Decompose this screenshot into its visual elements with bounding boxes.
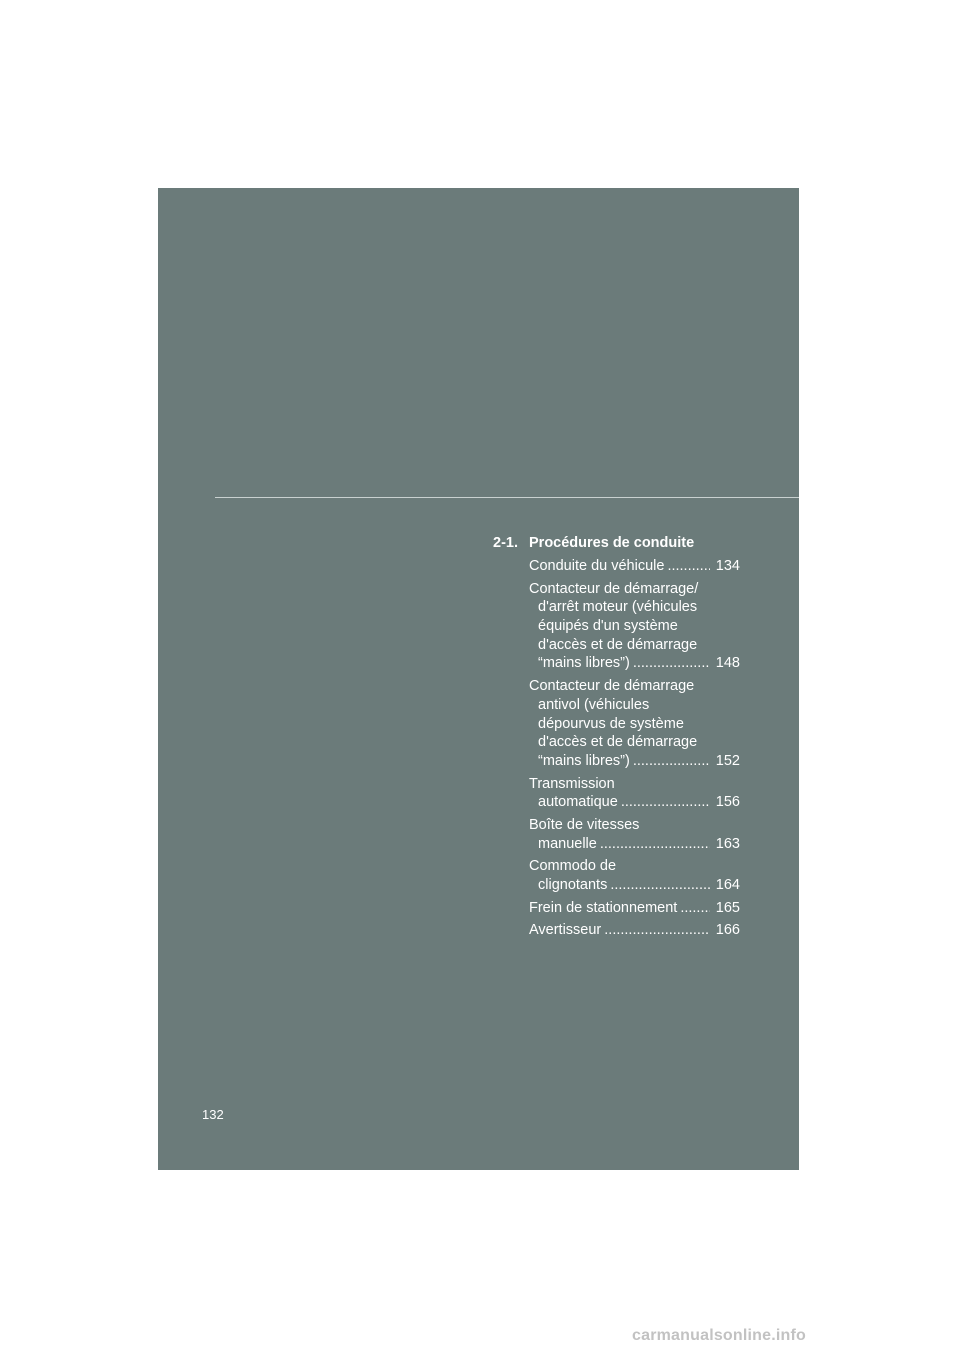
section-number: 2-1. [493,535,518,551]
toc-entry-text: automatique [538,794,618,811]
toc-entry-text: Boîte de vitesses [529,816,640,833]
dot-leader [630,654,710,673]
toc-entry-line [529,921,740,940]
toc-section [493,534,753,944]
dot-leader [597,835,710,854]
toc-entry-text: Contacteur de démarrage/ [529,580,699,597]
toc-entry-line [529,793,740,812]
toc-entry[interactable] [529,899,740,918]
toc-page-ref: 134 [715,558,740,574]
toc-entry-text: Commodo de [529,858,617,875]
toc-entry[interactable] [529,775,740,812]
toc-entry-line [529,598,740,617]
toc-entry-text: “mains libres”) [538,752,630,769]
toc-entry-line [529,696,740,715]
divider-line [215,497,799,498]
toc-page-ref: 164 [715,877,740,893]
toc-entry-line [529,557,740,576]
toc-entry[interactable] [529,677,740,770]
toc-page-ref: 165 [715,899,740,916]
toc-entry-text: Frein de stationnement [529,899,678,916]
toc-entry-text: d'accès et de démarrage [538,636,698,653]
toc-entry-line [529,816,740,835]
toc-entry-line [529,899,740,918]
dot-leader [618,793,710,812]
toc-entry-line [529,580,740,599]
toc-entry-text: manuelle [538,835,597,852]
toc-page-ref: 148 [715,655,740,672]
dot-leader [664,557,709,576]
toc-entry-line [529,636,740,655]
toc-entry-text: équipés d'un système [538,618,678,635]
toc-entry[interactable] [529,580,740,673]
watermark-text: carmanualsonline.info [632,1327,807,1344]
chapter-panel [158,188,799,1170]
toc-entry-line [529,654,740,673]
toc-entry-text: Conduite du véhicule [529,558,665,574]
toc-entry-line [529,733,740,752]
toc-page-ref: 152 [715,752,740,769]
dot-leader [630,752,710,771]
toc-page-ref: 166 [715,922,740,939]
dot-leader [677,899,709,918]
toc-entry-text: Contacteur de démarrage [529,678,695,695]
dot-leader [607,876,709,895]
toc-entry-line [529,775,740,794]
toc-entry[interactable] [529,857,740,894]
toc-entry[interactable] [529,921,740,940]
toc-entry-text: d'accès et de démarrage [538,734,698,751]
section-title: Procédures de conduite [529,535,695,551]
toc-entry-text: “mains libres”) [538,655,630,672]
toc-entry-line [529,835,740,854]
toc-entry-text: Avertisseur [529,922,602,939]
toc-entry-line [529,857,740,876]
toc-entry-text: clignotants [538,877,608,893]
toc-entry-line [529,715,740,734]
dot-leader [601,921,710,940]
toc-entry-line [529,752,740,771]
toc-entry-text: dépourvus de système [538,715,684,732]
toc-page-ref: 163 [715,835,740,852]
toc-entry-text: Transmission [529,775,615,792]
toc-entries [529,557,740,940]
toc-page-ref: 156 [715,794,740,811]
toc-entry[interactable] [529,557,740,576]
toc-entry-text: d'arrêt moteur (véhicules [538,599,698,616]
toc-entry-line [529,876,740,895]
toc-entry-line [529,617,740,636]
section-heading [493,534,753,553]
page-number: 132 [202,1107,224,1122]
toc-entry[interactable] [529,816,740,853]
toc-entry-text: antivol (véhicules [538,696,650,713]
toc-entry-line [529,677,740,696]
